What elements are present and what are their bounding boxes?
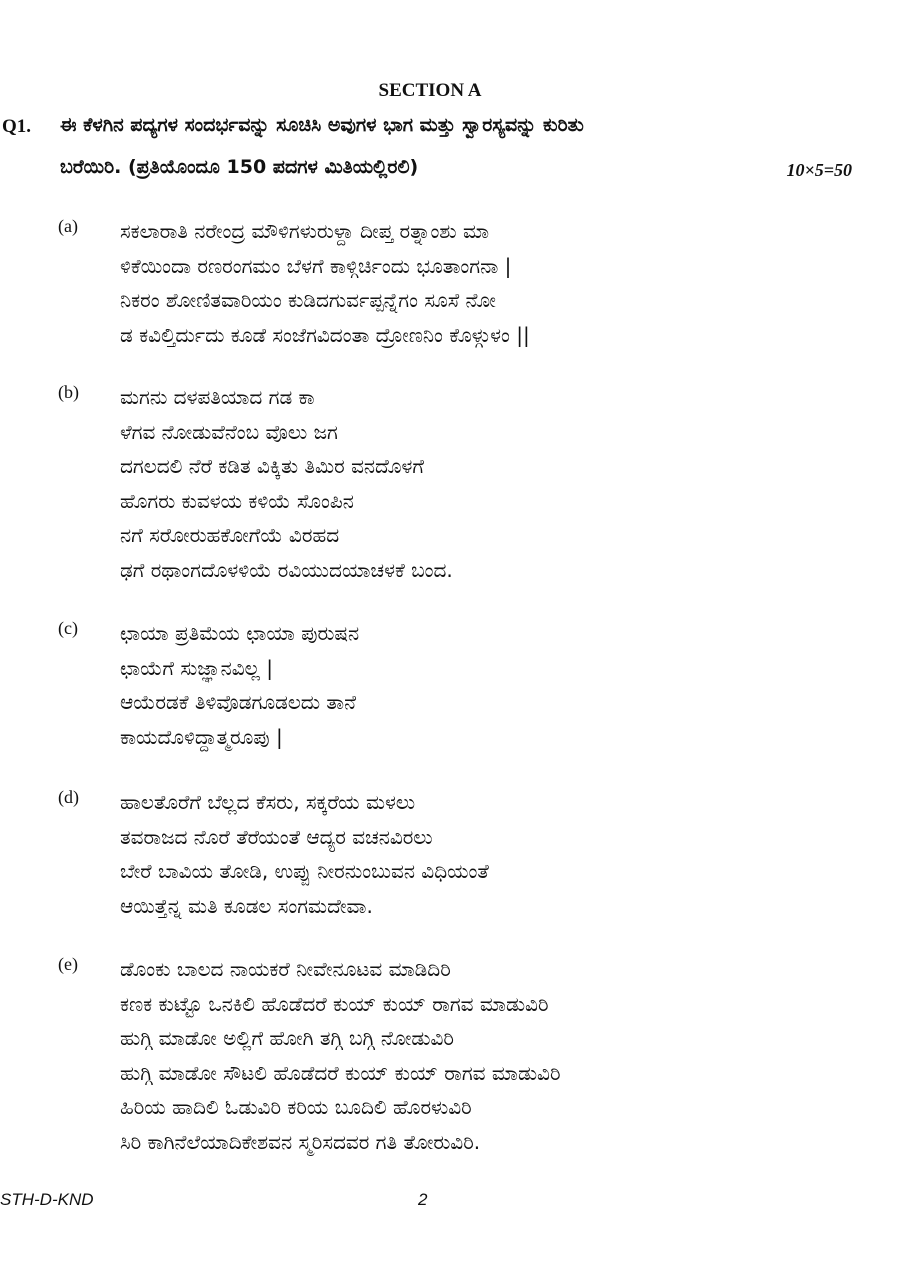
stanza-label: (c)	[58, 618, 78, 638]
verse-line: ಆಯೆರಡಕೆ ತಿಳಿವೊಡಗೂಡಲದು ತಾನೆ	[120, 690, 356, 715]
verse-line: ನಗೆ ಸರೋರುಹಕೋಗೆಯೆ ವಿರಹದ	[120, 523, 340, 548]
stanza-label: (b)	[58, 382, 79, 402]
page-number: 2	[418, 1190, 428, 1209]
question-marks: 10×5=50	[786, 160, 852, 180]
question-instruction-line-2: ಬರೆಯಿರಿ. (ಪ್ರತಿಯೊಂದೂ 150 ಪದಗಳ ಮಿತಿಯಲ್ಲಿರಲಿ)	[60, 156, 419, 178]
verse-line: ಛಾಯಾ ಪ್ರತಿಮೆಯ ಛಾಯಾ ಪುರುಷನ	[120, 621, 360, 645]
paper-code: STH-D-KND	[0, 1190, 94, 1209]
verse-line: ಡ ಕವಿಲ್ತಿರ್ದುದು ಕೂಡೆ ಸಂಜೆಗವಿದಂತಾ ದ್ರೋಣನಿಂ ಕೊಳ್ಗುಳಂ ||	[120, 322, 530, 347]
verse-line: ನಿಕರಂ ಶೋಣಿತವಾರಿಯಂ ಕುಡಿದಗುರ್ವಪ್ಪನ್ನೆಗಂ ಸೂಸೆ ನೋ	[120, 288, 496, 313]
verse-line: ಳಿಕೆಯಿಂದಾ ರಣರಂಗಮಂ ಬೆಳಗೆ ಕಾಳ್ಗಿರ್ಚಿಂದು ಭೂತಾಂಗನಾ |	[120, 253, 512, 278]
verse-line: ತವರಾಜದ ನೊರೆ ತೆರೆಯಂತೆ ಆದ್ಯರ ವಚನವಿರಲು	[120, 824, 433, 849]
stanza-lines	[120, 952, 561, 1160]
verse-line: ಸಿರಿ ಕಾಗಿನೆಲೆಯಾದಿಕೇಶವನ ಸ್ಮರಿಸದವರ ಗತಿ ತೋರುವಿರಿ.	[120, 1129, 481, 1154]
verse-line: ಆಯಿತ್ತೆನ್ನ ಮತಿ ಕೂಡಲ ಸಂಗಮದೇವಾ.	[120, 893, 373, 918]
verse-line: ದಗಲದಲಿ ನೆರೆ ಕಡಿತ ವಿಕ್ಕಿತು ತಿಮಿರ ವನದೊಳಗೆ	[120, 454, 424, 479]
verse-line: ಹುಗ್ಗಿ ಮಾಡೋ ಸೌಟಲಿ ಹೊಡೆದರೆ ಕುಯ್ ಕುಯ್ ರಾಗವ ಮಾಡುವಿರಿ	[120, 1060, 561, 1085]
stanza-label: (d)	[58, 787, 79, 807]
stanza-lines	[120, 785, 489, 923]
verse-line: ಮಗನು ದಳಪತಿಯಾದ ಗಡ ಕಾ	[120, 385, 315, 409]
verse-line: ಹಾಲತೊರೆಗೆ ಬೆಲ್ಲದ ಕೆಸರು, ಸಕ್ಕರೆಯ ಮಳಲು	[120, 790, 416, 814]
verse-line: ಢಗೆ ರಥಾಂಗದೊಳಳಿಯೆ ರವಿಯುದಯಾಚಳಕೆ ಬಂದ.	[120, 557, 453, 582]
stanza-lines	[120, 616, 359, 754]
verse-line: ಳೆಗವ ನೋಡುವೆನೆಂಬ ವೊಲು ಜಗ	[120, 419, 338, 444]
verse-line: ಕಣಕ ಕುಟ್ಟೊ ಒನಕಿಲಿ ಹೊಡೆದರೆ ಕುಯ್ ಕುಯ್ ರಾಗವ ಮಾಡುವಿರಿ	[120, 991, 549, 1016]
stanza-label: (e)	[58, 954, 78, 974]
verse-line: ಸಕಲಾರಾತಿ ನರೇಂದ್ರ ಮೌಳಿಗಳುರುಳ್ದಾ ದೀಪ್ತ ರತ್ನಾಂಶು ಮಾ	[120, 219, 490, 243]
verse-line: ಬೇರೆ ಬಾವಿಯ ತೋಡಿ, ಉಪ್ಪು ನೀರನುಂಬುವನ ವಿಧಿಯಂತೆ	[120, 859, 489, 884]
stanza-lines	[120, 380, 453, 588]
question-number: Q1.	[2, 116, 32, 137]
verse-line: ಡೊಂಕು ಬಾಲದ ನಾಯಕರೆ ನೀವೇನೂಟವ ಮಾಡಿದಿರಿ	[120, 957, 451, 981]
stanza-lines	[120, 214, 530, 352]
verse-line: ಹುಗ್ಗಿ ಮಾಡೋ ಅಲ್ಲಿಗೆ ಹೋಗಿ ತಗ್ಗಿ ಬಗ್ಗಿ ನೋಡುವಿರಿ	[120, 1026, 454, 1051]
stanza-label: (a)	[58, 216, 78, 236]
question-instruction-line-1: ಈ ಕೆಳಗಿನ ಪದ್ಯಗಳ ಸಂದರ್ಭವನ್ನು ಸೂಚಿಸಿ ಅವುಗಳ ಭಾಗ ಮತ್ತು ಸ್ವಾರಸ್ಯವನ್ನು ಕುರಿತು	[60, 114, 584, 136]
section-title: SECTION A	[378, 80, 482, 101]
verse-line: ಹೊಗರು ಕುವಳಯ ಕಳಿಯೆ ಸೊಂಪಿನ	[120, 488, 354, 513]
verse-line: ಕಾಯದೊಳಿದ್ದಾತ್ಮರೂಪು |	[120, 724, 283, 749]
verse-line: ಹಿರಿಯ ಹಾದಿಲಿ ಓಡುವಿರಿ ಕರಿಯ ಬೂದಿಲಿ ಹೊರಳುವಿರಿ	[120, 1095, 472, 1120]
verse-line: ಛಾಯೆಗೆ ಸುಜ್ಞಾನವಿಲ್ಲ |	[120, 655, 274, 680]
